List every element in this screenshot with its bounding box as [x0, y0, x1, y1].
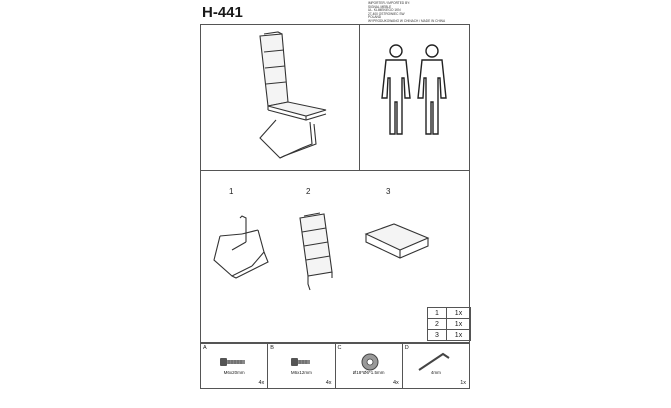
hardware-item	[201, 344, 268, 388]
hardware-qty: 1x	[460, 380, 466, 386]
step-number: 2	[306, 187, 311, 196]
part-qty-cell: 1x	[447, 330, 471, 341]
parts-quantity-table	[427, 307, 471, 341]
part-qty-cell: 1x	[447, 319, 471, 330]
allen-key-icon	[415, 350, 455, 372]
part-number-cell: 1	[428, 308, 447, 319]
part-seat-illustration	[360, 220, 432, 266]
assembled-chair-illustration	[240, 30, 340, 165]
part-number-cell: 3	[428, 330, 447, 341]
step-number: 1	[229, 187, 234, 196]
importer-line: SIGNAL MEBLE	[368, 4, 392, 9]
panel-divider-horizontal	[200, 170, 470, 171]
importer-info	[368, 2, 518, 24]
hardware-qty: 4x	[258, 380, 265, 386]
importer-line: 27-400 OSTROWIEC SW	[368, 11, 405, 16]
table-row	[428, 330, 471, 341]
panel-divider-vertical	[359, 24, 360, 171]
hardware-letter: B	[270, 345, 274, 351]
hardware-spec: M6x20mm	[223, 370, 245, 375]
hardware-item	[403, 344, 469, 388]
hardware-letter: D	[404, 345, 409, 351]
hardware-item	[336, 344, 403, 388]
hardware-letter: A	[203, 345, 207, 351]
two-person-icon	[378, 42, 450, 152]
part-qty-cell: 1x	[447, 308, 471, 319]
table-row	[428, 308, 471, 319]
part-number-cell: 2	[428, 319, 447, 330]
part-frame-illustration	[212, 212, 274, 282]
hardware-spec: Ø18*Ø6*1.5mm	[352, 370, 385, 375]
hardware-list	[200, 343, 470, 389]
importer-line: WYPRODUKOWANO W CHINACH / MADE IN CHINA	[368, 18, 446, 23]
part-backrest-illustration	[294, 210, 344, 292]
hardware-spec: M6x12mm	[290, 370, 312, 375]
bolt-icon	[219, 356, 249, 368]
short-bolt-icon	[290, 356, 314, 368]
hardware-qty: 4x	[325, 380, 332, 386]
hardware-item	[268, 344, 335, 388]
importer-line: POLAND	[368, 15, 382, 20]
hardware-letter: C	[337, 345, 342, 351]
importer-line: UL. KLIMEKIEGO 1KN	[368, 8, 401, 13]
washer-icon	[360, 352, 380, 372]
hardware-spec: 4mm	[430, 370, 441, 375]
hardware-qty: 4x	[392, 380, 399, 386]
document-title: H-441	[202, 4, 243, 21]
table-row	[428, 319, 471, 330]
step-number: 3	[386, 187, 391, 196]
importer-line: IMPORTER / IMPORTED BY:	[368, 1, 411, 5]
